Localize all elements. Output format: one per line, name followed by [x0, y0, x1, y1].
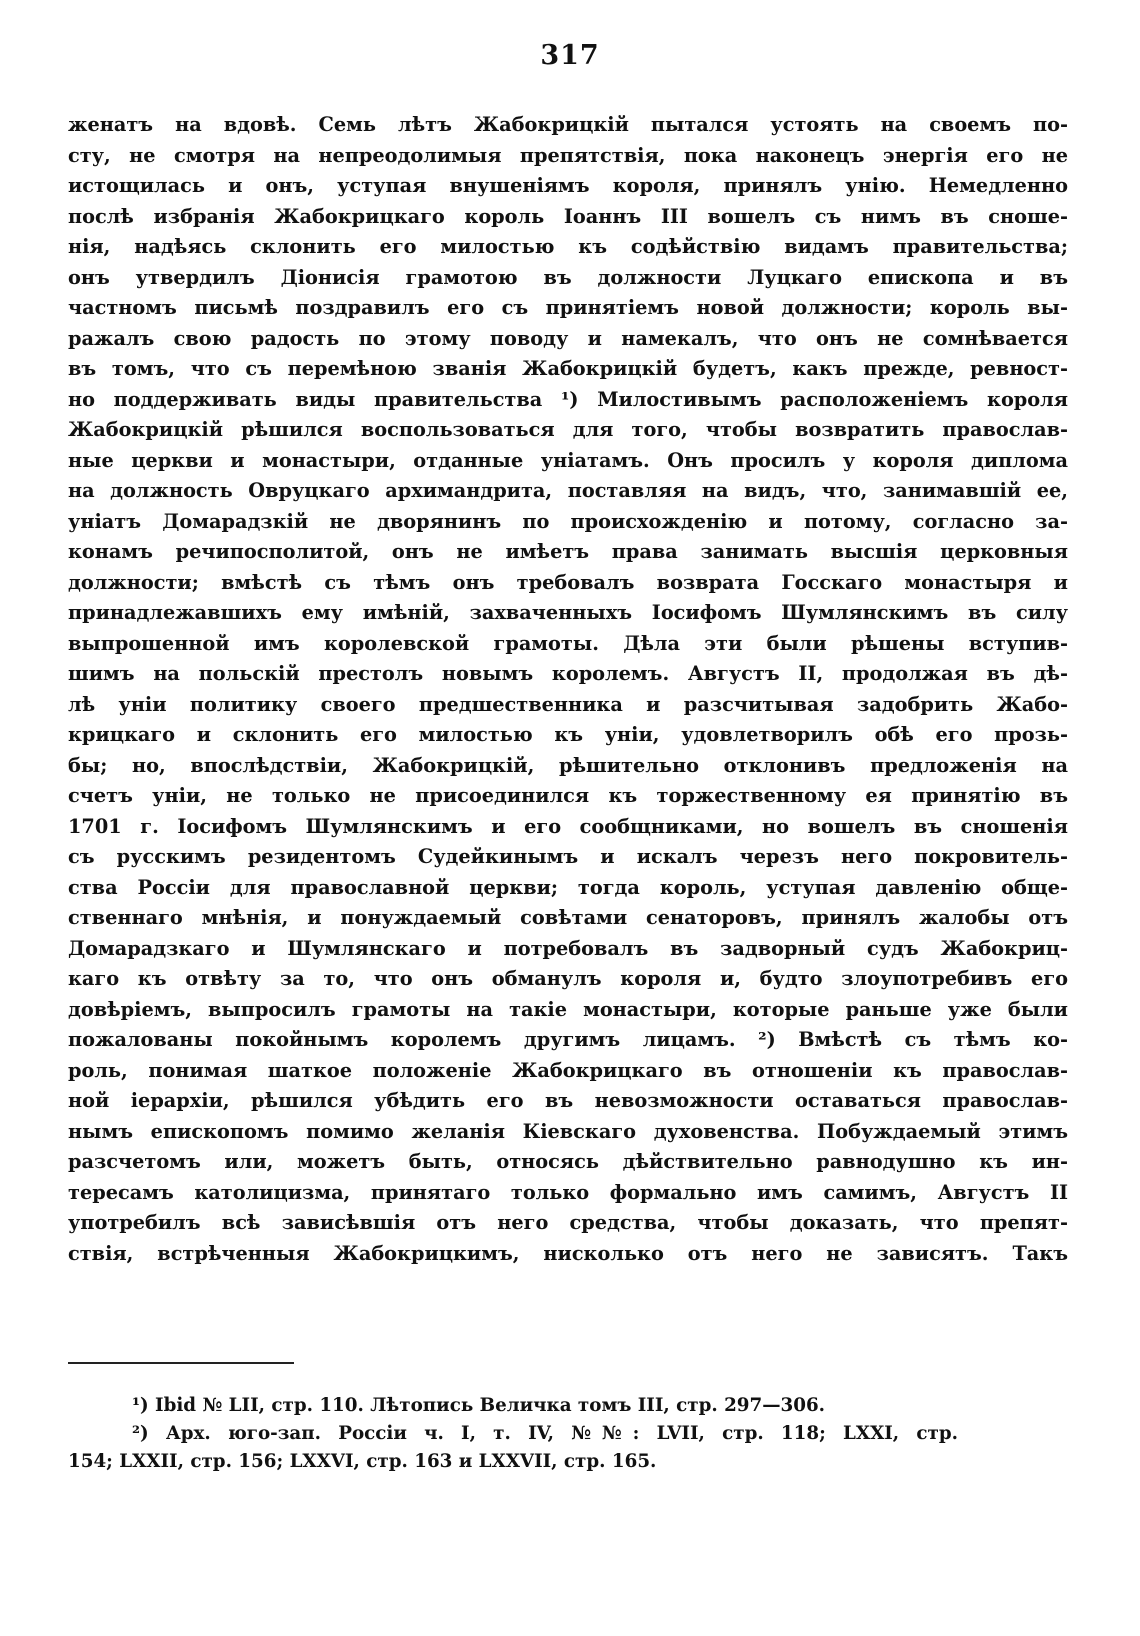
- text-line: онъ утвердилъ Діонисія грамотою въ должности Луцкаго епископа и въ: [68, 265, 1068, 289]
- text-line: Жабокрицкій рѣшился воспользоваться для того, чтобы возвратить православ-: [68, 418, 1068, 441]
- text-line: крицкаго и склонить его милостью къ уніи, удовлетворилъ обѣ его прозь-: [68, 723, 1068, 746]
- text-line: разсчетомъ или, можетъ быть, относясь дѣйствительно равнодушно къ ин-: [68, 1150, 1068, 1173]
- text-line: послѣ избранія Жабокрицкаго король Іоаннъ III вошелъ съ нимъ въ сноше-: [68, 204, 1068, 228]
- text-line: ства Россіи для православной церкви; тогда король, уступая давленію обще-: [68, 875, 1068, 899]
- text-line: нія, надѣясь склонить его милостью къ содѣйствію видамъ правительства;: [68, 235, 1068, 258]
- text-line: нымъ епископомъ помимо желанія Кіевскаго духовенства. Побуждаемый этимъ: [68, 1119, 1068, 1143]
- text-line: шимъ на польскій престолъ новымъ королемъ. Августъ II, продолжая въ дѣ-: [68, 662, 1068, 685]
- text-line: сту, не смотря на непреодолимыя препятствія, пока наконецъ энергія его не: [68, 143, 1068, 167]
- text-line: истощилась и онъ, уступая внушеніямъ короля, принялъ унію. Немедленно: [68, 174, 1068, 197]
- body-text: [68, 110, 1068, 1269]
- text-line: должности; вмѣстѣ съ тѣмъ онъ требовалъ возврата Госскаго монастыря и: [68, 570, 1068, 594]
- text-line: ражалъ свою радость по этому поводу и намекалъ, что онъ не сомнѣвается: [68, 326, 1068, 350]
- text-line: съ русскимъ резидентомъ Судейкинымъ и искалъ черезъ него покровитель-: [68, 845, 1068, 868]
- footnote-1: ¹) Ibid № LII, стр. 110. Лѣтопись Величка томъ III, стр. 297—306.: [132, 1395, 826, 1416]
- text-line: тересамъ католицизма, принятаго только формально имъ самимъ, Августъ II: [68, 1180, 1068, 1204]
- text-line: женатъ на вдовѣ. Семь лѣтъ Жабокрицкій пытался устоять на своемъ по-: [68, 113, 1068, 136]
- text-line: 1701 г. Іосифомъ Шумлянскимъ и его сообщниками, но вошелъ въ сношенія: [68, 814, 1068, 838]
- text-line: конамъ речипосполитой, онъ не имѣетъ права занимать высшія церковныя: [68, 540, 1068, 563]
- text-line: ные церкви и монастыри, отданные уніатамъ. Онъ просилъ у короля диплома: [68, 448, 1068, 472]
- footnote-2-line-2: 154; LXXII, стр. 156; LXXVI, стр. 163 и LXXVII, стр. 165.: [68, 1451, 657, 1472]
- text-line: ствія, встрѣченныя Жабокрицкимъ, нисколько отъ него не зависятъ. Такъ: [68, 1241, 1068, 1265]
- text-line: на должность Овруцкаго архимандрита, поставляя на видъ, что, занимавшій ее,: [68, 479, 1068, 502]
- text-line: лѣ уніи политику своего предшественника и разсчитывая задобрить Жабо-: [68, 692, 1068, 716]
- text-line: выпрошенной имъ королевской грамоты. Дѣла эти были рѣшены вступив-: [68, 631, 1068, 655]
- text-line: но поддерживать виды правительства ¹) Милостивымъ расположеніемъ короля: [68, 387, 1068, 411]
- text-line: роль, понимая шаткое положеніе Жабокрицкаго въ отношеніи къ православ-: [68, 1058, 1068, 1082]
- page-number: 317: [540, 40, 600, 71]
- text-line: ственнаго мнѣнія, и понуждаемый совѣтами сенаторовъ, принялъ жалобы отъ: [68, 906, 1068, 929]
- text-line: довѣріемъ, выпросилъ грамоты на такіе монастыри, которые раньше уже были: [68, 997, 1068, 1021]
- text-line: употребилъ всѣ зависѣвшія отъ него средства, чтобы доказать, что препят-: [68, 1211, 1068, 1234]
- text-line: счетъ уніи, не только не присоединился къ торжественному ея принятію въ: [68, 784, 1068, 807]
- text-line: Домарадзкаго и Шумлянскаго и потребовалъ въ задворный судъ Жабокриц-: [68, 936, 1068, 960]
- footnote-divider: [68, 1362, 294, 1364]
- text-line: уніатъ Домарадзкій не дворянинъ по происхожденію и потому, согласно за-: [68, 509, 1068, 533]
- text-line: принадлежавшихъ ему имѣній, захваченныхъ Іосифомъ Шумлянскимъ въ силу: [68, 601, 1068, 624]
- text-line: въ томъ, что съ перемѣною званія Жабокрицкій будетъ, какъ прежде, ревност-: [68, 357, 1068, 380]
- footnotes: [68, 1392, 958, 1476]
- text-line: пожалованы покойнымъ королемъ другимъ лицамъ. ²) Вмѣстѣ съ тѣмъ ко-: [68, 1028, 1068, 1051]
- text-line: ной іерархіи, рѣшился убѣдить его въ невозможности оставаться православ-: [68, 1089, 1068, 1112]
- text-line: каго къ отвѣту за то, что онъ обманулъ короля и, будто злоупотребивъ его: [68, 967, 1068, 990]
- footnote-2-line-1: ²) Арх. юго-зап. Россіи ч. I, т. IV, №№: LVII, стр. 118; LXXI, стр.: [132, 1423, 958, 1444]
- text-line: частномъ письмѣ поздравилъ его съ принятіемъ новой должности; король вы-: [68, 296, 1068, 319]
- text-line: бы; но, впослѣдствіи, Жабокрицкій, рѣшительно отклонивъ предложенія на: [68, 753, 1068, 777]
